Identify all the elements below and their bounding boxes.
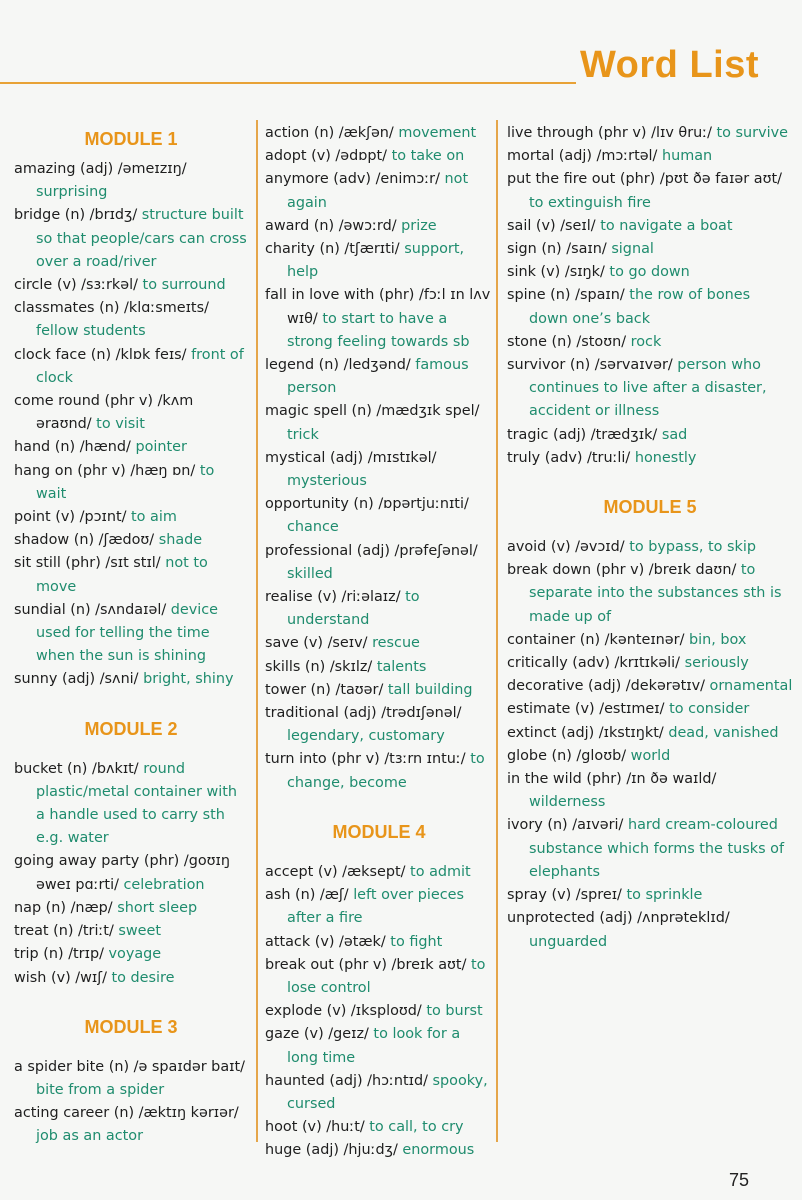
entry-definition: rock bbox=[630, 333, 662, 350]
header-rule bbox=[0, 82, 576, 84]
word-entry bbox=[265, 702, 493, 748]
entry-term: ash (n) /æʃ/ bbox=[265, 887, 349, 904]
entry-term: huge (adj) /hjuːdʒ/ bbox=[265, 1142, 398, 1159]
entry-definition: celebration bbox=[123, 876, 205, 893]
entry-term: globe (n) /gloʊb/ bbox=[507, 747, 627, 764]
entry-term: skills (n) /skɪlz/ bbox=[265, 658, 373, 675]
word-entry bbox=[265, 145, 493, 168]
word-entry bbox=[507, 354, 793, 424]
entry-definition: bite from a spider bbox=[36, 1081, 165, 1098]
word-entry bbox=[265, 493, 493, 539]
entry-definition: to desire bbox=[111, 969, 175, 986]
word-list-column-2 bbox=[265, 122, 493, 1200]
module-heading: MODULE 4 bbox=[332, 821, 426, 842]
entry-term: spine (n) /spaɪn/ bbox=[507, 287, 625, 304]
entry-term: sink (v) /sɪŋk/ bbox=[507, 264, 605, 281]
entry-term: adopt (v) /ədɒpt/ bbox=[265, 148, 388, 165]
entry-term: bucket (n) /bʌkɪt/ bbox=[14, 760, 139, 777]
entry-definition: round plastic/metal container with a handle used to carry sth e.g. water bbox=[36, 760, 238, 847]
entry-definition: to consider bbox=[669, 701, 750, 718]
entry-term: trip (n) /trɪp/ bbox=[14, 946, 104, 963]
word-entry bbox=[507, 145, 793, 168]
word-entry bbox=[507, 652, 793, 675]
word-entry bbox=[14, 158, 248, 204]
entry-term: extinct (adj) /ɪkstɪŋkt/ bbox=[507, 724, 664, 741]
word-entry bbox=[265, 168, 493, 214]
entry-definition: not again bbox=[287, 171, 469, 211]
page-number: 75 bbox=[729, 1170, 750, 1190]
entry-term: sail (v) /seɪl/ bbox=[507, 217, 596, 234]
entry-definition: bright, shiny bbox=[143, 671, 234, 688]
entry-definition: structure built so that people/cars can cross over a road/river bbox=[36, 207, 247, 270]
entry-definition: trick bbox=[287, 426, 319, 443]
entry-term: hoot (v) /huːt/ bbox=[265, 1119, 365, 1136]
word-entry bbox=[14, 758, 248, 851]
entry-definition: signal bbox=[611, 241, 654, 258]
entry-definition: to change, become bbox=[287, 751, 485, 791]
word-entry bbox=[507, 768, 793, 814]
entry-term: accept (v) /æksept/ bbox=[265, 863, 406, 880]
entry-definition: to extinguish fire bbox=[529, 194, 651, 211]
entry-definition: to wait bbox=[36, 462, 215, 502]
module-heading: MODULE 3 bbox=[84, 1016, 178, 1037]
entry-term: wish (v) /wɪʃ/ bbox=[14, 969, 107, 986]
column-divider bbox=[256, 120, 258, 1142]
entry-term: decorative (adj) /dekərətɪv/ bbox=[507, 678, 705, 695]
word-entry bbox=[14, 297, 248, 343]
word-entry bbox=[265, 861, 493, 884]
entry-definition: sweet bbox=[118, 923, 162, 940]
word-entry bbox=[14, 943, 248, 966]
word-entry bbox=[14, 436, 248, 459]
entry-term: anymore (adv) /enimɔːr/ bbox=[265, 171, 440, 188]
word-entry bbox=[14, 1056, 248, 1102]
entry-definition: seriously bbox=[684, 655, 749, 672]
entry-term: clock face (n) /klɒk feɪs/ bbox=[14, 346, 187, 363]
word-entry bbox=[14, 920, 248, 943]
word-entry bbox=[265, 400, 493, 446]
word-entry bbox=[507, 814, 793, 884]
entry-term: hand (n) /hænd/ bbox=[14, 439, 131, 456]
entry-term: award (n) /əwɔːrd/ bbox=[265, 217, 397, 234]
word-entry bbox=[265, 1116, 493, 1139]
entry-definition: sad bbox=[661, 426, 688, 443]
word-entry bbox=[14, 1102, 248, 1148]
entry-term: treat (n) /triːt/ bbox=[14, 923, 114, 940]
column-divider bbox=[496, 120, 498, 1142]
word-entry bbox=[14, 506, 248, 529]
entry-definition: world bbox=[630, 747, 671, 764]
word-entry bbox=[265, 656, 493, 679]
module-heading: MODULE 1 bbox=[84, 129, 178, 149]
word-entry bbox=[507, 331, 793, 354]
entry-definition: support, help bbox=[287, 241, 465, 281]
word-entry bbox=[265, 1070, 493, 1116]
entry-term: break out (phr v) /breɪk aʊt/ bbox=[265, 956, 467, 973]
entry-term: mystical (adj) /mɪstɪkəl/ bbox=[265, 449, 437, 466]
entry-term: hang on (phr v) /hæŋ ɒn/ bbox=[14, 462, 196, 479]
word-entry bbox=[265, 122, 493, 145]
entry-term: professional (adj) /prəfeʃənəl/ bbox=[265, 542, 478, 559]
word-entry bbox=[265, 679, 493, 702]
word-entry bbox=[265, 1023, 493, 1069]
entry-definition: skilled bbox=[287, 565, 333, 582]
word-entry bbox=[14, 204, 248, 274]
entry-definition: the row of bones down one’s back bbox=[529, 287, 751, 327]
word-entry bbox=[14, 668, 248, 691]
word-entry bbox=[507, 536, 793, 559]
entry-definition: to understand bbox=[287, 589, 420, 629]
entry-definition: rescue bbox=[372, 635, 420, 652]
word-entry bbox=[14, 344, 248, 390]
word-entry bbox=[14, 390, 248, 436]
word-entry bbox=[265, 1000, 493, 1023]
entry-term: spray (v) /spreɪ/ bbox=[507, 887, 622, 904]
entry-term: save (v) /seɪv/ bbox=[265, 635, 368, 652]
entry-term: come round (phr v) /kʌm əraʊnd/ bbox=[14, 393, 194, 433]
entry-definition: short sleep bbox=[117, 899, 198, 916]
word-entry bbox=[507, 884, 793, 907]
entry-term: acting career (n) /æktɪŋ kərɪər/ bbox=[14, 1105, 239, 1122]
entry-term: sign (n) /saɪn/ bbox=[507, 241, 607, 258]
entry-term: magic spell (n) /mædʒɪk spel/ bbox=[265, 403, 480, 420]
entry-term: haunted (adj) /hɔːntɪd/ bbox=[265, 1072, 428, 1089]
entry-definition: prize bbox=[401, 217, 437, 234]
entry-term: container (n) /kənteɪnər/ bbox=[507, 631, 685, 648]
entry-term: unprotected (adj) /ʌnprəteklɪd/ bbox=[507, 910, 730, 927]
word-entry bbox=[265, 238, 493, 284]
entry-definition: left over pieces after a fire bbox=[287, 887, 464, 927]
entry-definition: to fight bbox=[390, 933, 443, 950]
entry-term: attack (v) /ətæk/ bbox=[265, 933, 386, 950]
word-entry bbox=[265, 284, 493, 354]
entry-term: turn into (phr v) /tɜːrn ɪntuː/ bbox=[265, 751, 466, 768]
word-entry bbox=[265, 748, 493, 794]
entry-definition: tall building bbox=[387, 681, 473, 698]
word-entry bbox=[507, 424, 793, 447]
word-list-column-1 bbox=[14, 122, 248, 1200]
word-entry bbox=[507, 559, 793, 629]
word-entry bbox=[507, 745, 793, 768]
entry-term: fall in love with (phr) /fɔːl ɪn lʌv wɪθ/ bbox=[265, 287, 491, 327]
entry-definition: human bbox=[661, 148, 713, 165]
entry-definition: to separate into the substances sth is made up of bbox=[529, 562, 782, 625]
entry-definition: to survive bbox=[716, 125, 788, 141]
word-entry bbox=[14, 897, 248, 920]
entry-term: break down (phr v) /breɪk daʊn/ bbox=[507, 562, 737, 579]
entry-term: critically (adv) /krɪtɪkəli/ bbox=[507, 655, 681, 672]
entry-term: a spider bite (n) /ə spaɪdər baɪt/ bbox=[14, 1058, 245, 1075]
entry-definition: fellow students bbox=[36, 323, 146, 340]
entry-term: classmates (n) /klɑːsmeɪts/ bbox=[14, 300, 209, 317]
entry-definition: to take on bbox=[391, 148, 465, 165]
entry-definition: surprising bbox=[36, 184, 108, 201]
entry-term: nap (n) /næp/ bbox=[14, 899, 113, 916]
entry-definition: legendary, customary bbox=[287, 728, 445, 745]
entry-definition: to aim bbox=[131, 509, 177, 526]
entry-term: mortal (adj) /mɔːrtəl/ bbox=[507, 148, 658, 165]
entry-definition: to visit bbox=[96, 416, 145, 433]
entry-definition: spooky, cursed bbox=[287, 1072, 488, 1112]
entry-term: circle (v) /sɜːrkəl/ bbox=[14, 277, 138, 294]
word-entry bbox=[265, 632, 493, 655]
entry-term: legend (n) /ledʒənd/ bbox=[265, 357, 411, 374]
word-entry bbox=[14, 529, 248, 552]
entry-term: truly (adv) /truːli/ bbox=[507, 449, 631, 466]
entry-term: sit still (phr) /sɪt stɪl/ bbox=[14, 555, 161, 572]
entry-term: point (v) /pɔɪnt/ bbox=[14, 509, 127, 526]
word-entry bbox=[265, 586, 493, 632]
word-entry bbox=[265, 354, 493, 400]
entry-definition: to surround bbox=[142, 277, 226, 294]
word-entry bbox=[265, 954, 493, 1000]
entry-definition: job as an actor bbox=[36, 1128, 144, 1145]
word-entry bbox=[507, 629, 793, 652]
word-entry bbox=[507, 122, 793, 145]
word-entry bbox=[14, 850, 248, 896]
entry-definition: mysterious bbox=[287, 473, 367, 490]
entry-term: gaze (v) /geɪz/ bbox=[265, 1026, 369, 1043]
entry-definition: to call, to cry bbox=[369, 1119, 464, 1136]
word-entry bbox=[265, 1139, 493, 1162]
entry-definition: wilderness bbox=[529, 794, 606, 811]
entry-definition: hard cream-coloured substance which forms the tusks of elephants bbox=[529, 817, 785, 880]
entry-definition: device used for telling the time when the sun is shining bbox=[36, 601, 219, 665]
entry-definition: unguarded bbox=[529, 933, 608, 950]
word-entry bbox=[265, 884, 493, 930]
entry-term: put the fire out (phr) /pʊt ðə faɪər aʊt/ bbox=[507, 171, 782, 188]
word-entry bbox=[265, 215, 493, 238]
module-heading: MODULE 5 bbox=[603, 497, 697, 518]
word-entry bbox=[265, 540, 493, 586]
word-entry bbox=[265, 447, 493, 493]
page-title: Word List bbox=[580, 44, 760, 86]
entry-definition: front of clock bbox=[36, 346, 244, 386]
word-entry bbox=[14, 274, 248, 297]
entry-definition: to navigate a boat bbox=[600, 217, 733, 234]
entry-definition: shade bbox=[158, 532, 203, 549]
entry-definition: not to move bbox=[36, 555, 208, 595]
entry-term: tragic (adj) /trædʒɪk/ bbox=[507, 426, 658, 443]
entry-definition: to burst bbox=[426, 1003, 483, 1020]
word-entry bbox=[14, 552, 248, 598]
entry-definition: voyage bbox=[108, 946, 162, 963]
entry-definition: honestly bbox=[634, 449, 697, 466]
word-entry bbox=[507, 238, 793, 261]
entry-term: traditional (adj) /trədɪʃənəl/ bbox=[265, 705, 462, 722]
entry-term: explode (v) /ɪksploʊd/ bbox=[265, 1003, 422, 1020]
word-entry bbox=[14, 599, 248, 669]
entry-definition: movement bbox=[398, 125, 477, 141]
entry-definition: bin, box bbox=[689, 631, 747, 648]
word-entry bbox=[507, 447, 793, 470]
entry-definition: person who continues to live after a disaster, accident or illness bbox=[529, 357, 767, 420]
entry-term: charity (n) /tʃærɪti/ bbox=[265, 241, 400, 258]
word-entry bbox=[507, 261, 793, 284]
entry-definition: enormous bbox=[402, 1142, 475, 1159]
entry-definition: chance bbox=[287, 519, 339, 536]
entry-term: shadow (n) /ʃædoʊ/ bbox=[14, 532, 155, 549]
entry-term: bridge (n) /brɪdʒ/ bbox=[14, 207, 138, 224]
word-entry bbox=[507, 284, 793, 330]
word-entry bbox=[507, 698, 793, 721]
module-heading: MODULE 2 bbox=[84, 718, 178, 739]
entry-definition: to go down bbox=[609, 264, 690, 281]
entry-definition: to sprinkle bbox=[626, 887, 703, 904]
word-entry bbox=[507, 168, 793, 214]
word-entry bbox=[507, 722, 793, 745]
entry-definition: to admit bbox=[410, 863, 471, 880]
word-entry bbox=[14, 460, 248, 506]
entry-term: sundial (n) /sʌndaɪəl/ bbox=[14, 601, 167, 618]
entry-term: sunny (adj) /sʌni/ bbox=[14, 671, 139, 688]
word-entry bbox=[507, 907, 793, 953]
entry-term: amazing (adj) /əmeɪzɪŋ/ bbox=[14, 161, 187, 177]
entry-definition: pointer bbox=[135, 439, 187, 456]
entry-definition: to bypass, to skip bbox=[629, 539, 756, 556]
entry-term: realise (v) /riːəlaɪz/ bbox=[265, 589, 401, 606]
word-entry bbox=[507, 215, 793, 238]
entry-term: action (n) /ækʃən/ bbox=[265, 125, 394, 141]
entry-term: in the wild (phr) /ɪn ðə waɪld/ bbox=[507, 771, 717, 788]
entry-term: stone (n) /stoʊn/ bbox=[507, 333, 627, 350]
entry-definition: to start to have a strong feeling towards sb bbox=[287, 310, 470, 350]
entry-term: tower (n) /taʊər/ bbox=[265, 681, 384, 698]
entry-definition: ornamental bbox=[709, 678, 793, 695]
entry-term: avoid (v) /əvɔɪd/ bbox=[507, 539, 625, 556]
entry-term: live through (phr v) /lɪv θruː/ bbox=[507, 125, 712, 141]
word-entry bbox=[507, 675, 793, 698]
entry-definition: famous person bbox=[287, 357, 469, 397]
word-list-column-3 bbox=[507, 122, 793, 1200]
entry-definition: to look for a long time bbox=[287, 1026, 461, 1066]
entry-term: ivory (n) /aɪvəri/ bbox=[507, 817, 624, 834]
entry-term: estimate (v) /estɪmeɪ/ bbox=[507, 701, 665, 718]
entry-term: survivor (n) /sərvaɪvər/ bbox=[507, 357, 673, 374]
entry-term: going away party (phr) /goʊɪŋ əweɪ pɑːrti/ bbox=[14, 853, 230, 893]
word-entry bbox=[14, 967, 248, 990]
entry-definition: talents bbox=[376, 658, 427, 675]
entry-definition: dead, vanished bbox=[668, 724, 779, 741]
entry-term: opportunity (n) /ɒpərtjuːnɪti/ bbox=[265, 496, 469, 513]
word-entry bbox=[265, 931, 493, 954]
entry-definition: to lose control bbox=[287, 956, 486, 996]
